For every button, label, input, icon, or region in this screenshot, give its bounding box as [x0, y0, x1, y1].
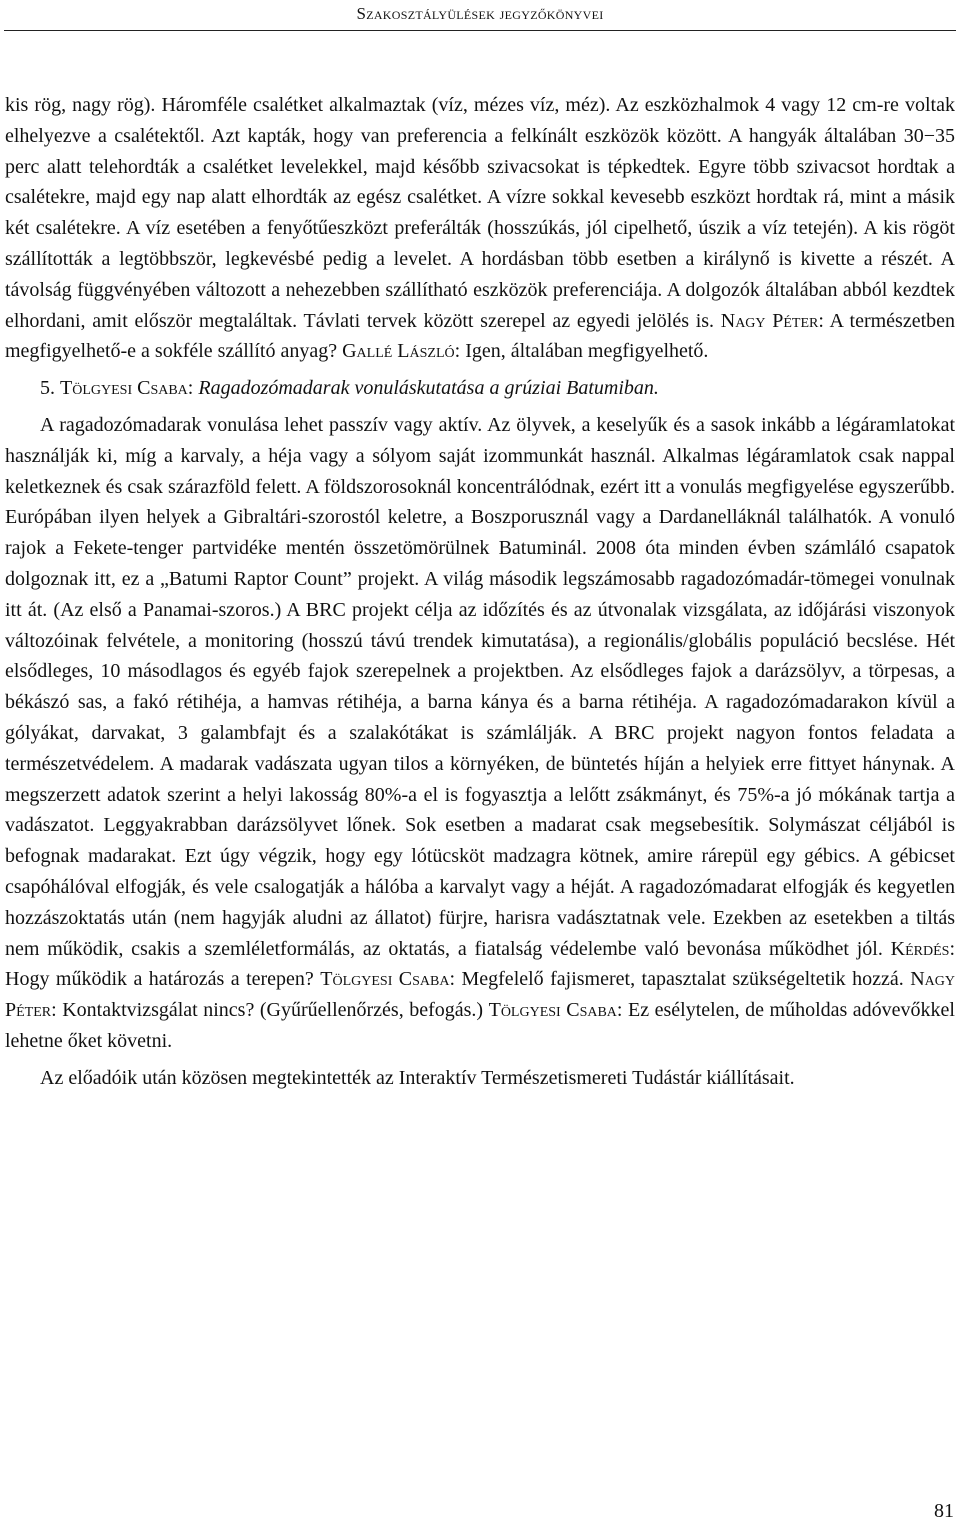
speaker-name: Tölgyesi Csaba: [488, 999, 617, 1022]
presenter-name: Tölgyesi Csaba: [60, 377, 188, 400]
speaker-name: Gallé László: [342, 340, 455, 363]
paragraph-text: : Ez esélytelen, de műholdas adóvevőkkel lehetne őket követni.: [5, 999, 955, 1052]
speaker-name: Nagy Péter: [720, 309, 819, 332]
document-body: [5, 90, 955, 1094]
paragraph-text: : Hogy működik a határozás a terepen?: [5, 937, 955, 991]
paragraph-text: Az előadóik után közösen megtekintették az Interaktív Természetismereti Tudástár kiállításait.: [40, 1066, 795, 1089]
paragraph-text: : Megfelelő fajismeret, tapasztalat szükségeltetik hozzá.: [449, 968, 911, 991]
paragraph-closing: [5, 1063, 955, 1094]
paragraph-ant-experiment: [5, 90, 955, 367]
paragraph-text: : A természetben megfigyelhető-e a sokféle szállító anyag?: [5, 309, 956, 363]
speaker-name: Nagy Péter: [5, 968, 955, 1022]
speaker-name: Kérdés: [890, 937, 950, 960]
paragraph-text: kis rög, nagy rög). Háromféle csalétket alkalmaztak (víz, mézes víz, méz). Az eszközhalmok 4 vagy 12 cm-re voltak elhelyezve a csalétektől. Azt kapták, hogy van preferencia a felkínált eszközök között. A hangyák általában 30−35 perc alatt telehordták a csalétket levelekkel, majd később szivacsokat is tépkedtek. Egyre több szivacsot hordtak a csalétekre, majd egy nap alatt elhordták az egész csalétket. A vízre sokkal kevesebb eszközt hordtak rá, mint a másik két csalétekre. A víz esetében a fenyőtűeszközt preferálták (hosszúkás, jól cipelhető, úszik a víz tetején). A kis rögöt szállították a legtöbbször, legkevésbé pedig a levelet. A hordásban több esetben a királynő is kivette a részét. A távolság függvényében változott a nehezebben szállítható eszközök preferenciája. A dolgozók általában abból kezdtek elhordani, amit először megtaláltak. Távlati tervek között szerepel az egyedi jelölés is.: [5, 94, 955, 332]
paragraph-text: A ragadozómadarak vonulása lehet passzív vagy aktív. Az ölyvek, a keselyűk és a sasok inkább a légáramlatokat használják ki, míg a karvaly, a héja vagy a sólyom saját izommunkát használ. Alkalmas légáramlatok csak nappal keletkeznek és csak szárazföld felett. A földszorosoknál koncentrálódnak, ezért itt a vonulás megfigyelése egyszerűbb. Európában ilyen helyek a Gibraltári-szorostól keletre, a Boszporusznál vagy a Dardanelláknál találhatók. A vonuló rajok a Fekete-tenger partvidéke mentén összetömörülnek Batuminál. 2008 óta minden évben számláló csapatok dolgoznak itt, ez a „Batumi Raptor Count” projekt. A világ második legszámosabb ragadozómadár-tömegei vonulnak itt át. (Az első a Panamai-szoros.) A BRC projekt célja az időzítés és az útvonalak vizsgálata, az időjárási viszonyok változóinak felvétele, a monitoring (hosszú távú trendek kimutatása), a regionális/globális populáció becslése. Hét elsődleges, 10 másodlagos és egyéb fajok szerepelnek a projektben. Az elsődleges fajok a darázsölyv, a törpesas, a békászó sas, a fakó rétihéja, a hamvas rétihéja, a barna kánya és a barna rétihéja. A ragadozómadarakon kívül a gólyákat, darvakat, 3 galambfajt és a szalakótákat is számlálják. A BRC projekt nagyon fontos feladata a természetvédelem. A madarak vadászata ugyan tilos a környéken, de büntetés híján a helyiek erre fittyet hánynak. A megszerzett adatok szerint a helyi lakosság 80%-a el is fogyasztja a lelőtt zsákmányt, és 75%-a jó mókának tartja a vadászatot. Leggyakrabban darázsölyvet lőnek. Sok esetben a madarat csak megsebesítik. Solymászat céljából is befognak madarakat. Ezt úgy végzik, hogy egy lótücsköt madzagra kötnek, amire rárepül egy gébics. A gébicset csapóhálóval elfogják, és vele csalogatják a hálóba a karvalyt vagy a héját. A ragadozómadarat elfogják és kegyetlen hozzászoktatás után (nem hagyják aludni az állatot) fürjre, harisra vadásztatnak vele. Ezekben az esetekben a tiltás nem működik, csakis a szemléletformálás, az oktatás, a fiatalság védelembe való bevonása működhet jól.: [5, 413, 955, 960]
paragraph-text: : Kontaktvizsgálat nincs? (Gyűrűellenőrzés, befogás.): [51, 999, 489, 1022]
header-divider: [4, 30, 956, 31]
presentation-title: Ragadozómadarak vonuláskutatása a grúziai Batumiban.: [198, 377, 659, 400]
heading-separator: :: [187, 377, 199, 400]
speaker-name: Tölgyesi Csaba: [320, 968, 450, 991]
paragraph-raptor-migration: [5, 410, 955, 1057]
section-heading: [5, 373, 955, 404]
paragraph-text: : Igen, általában megfigyelhető.: [454, 340, 709, 363]
running-header: Szakosztályülések jegyzőkönyvei: [356, 4, 604, 23]
section-number: 5.: [40, 377, 60, 400]
page-number: 81: [934, 1500, 954, 1522]
